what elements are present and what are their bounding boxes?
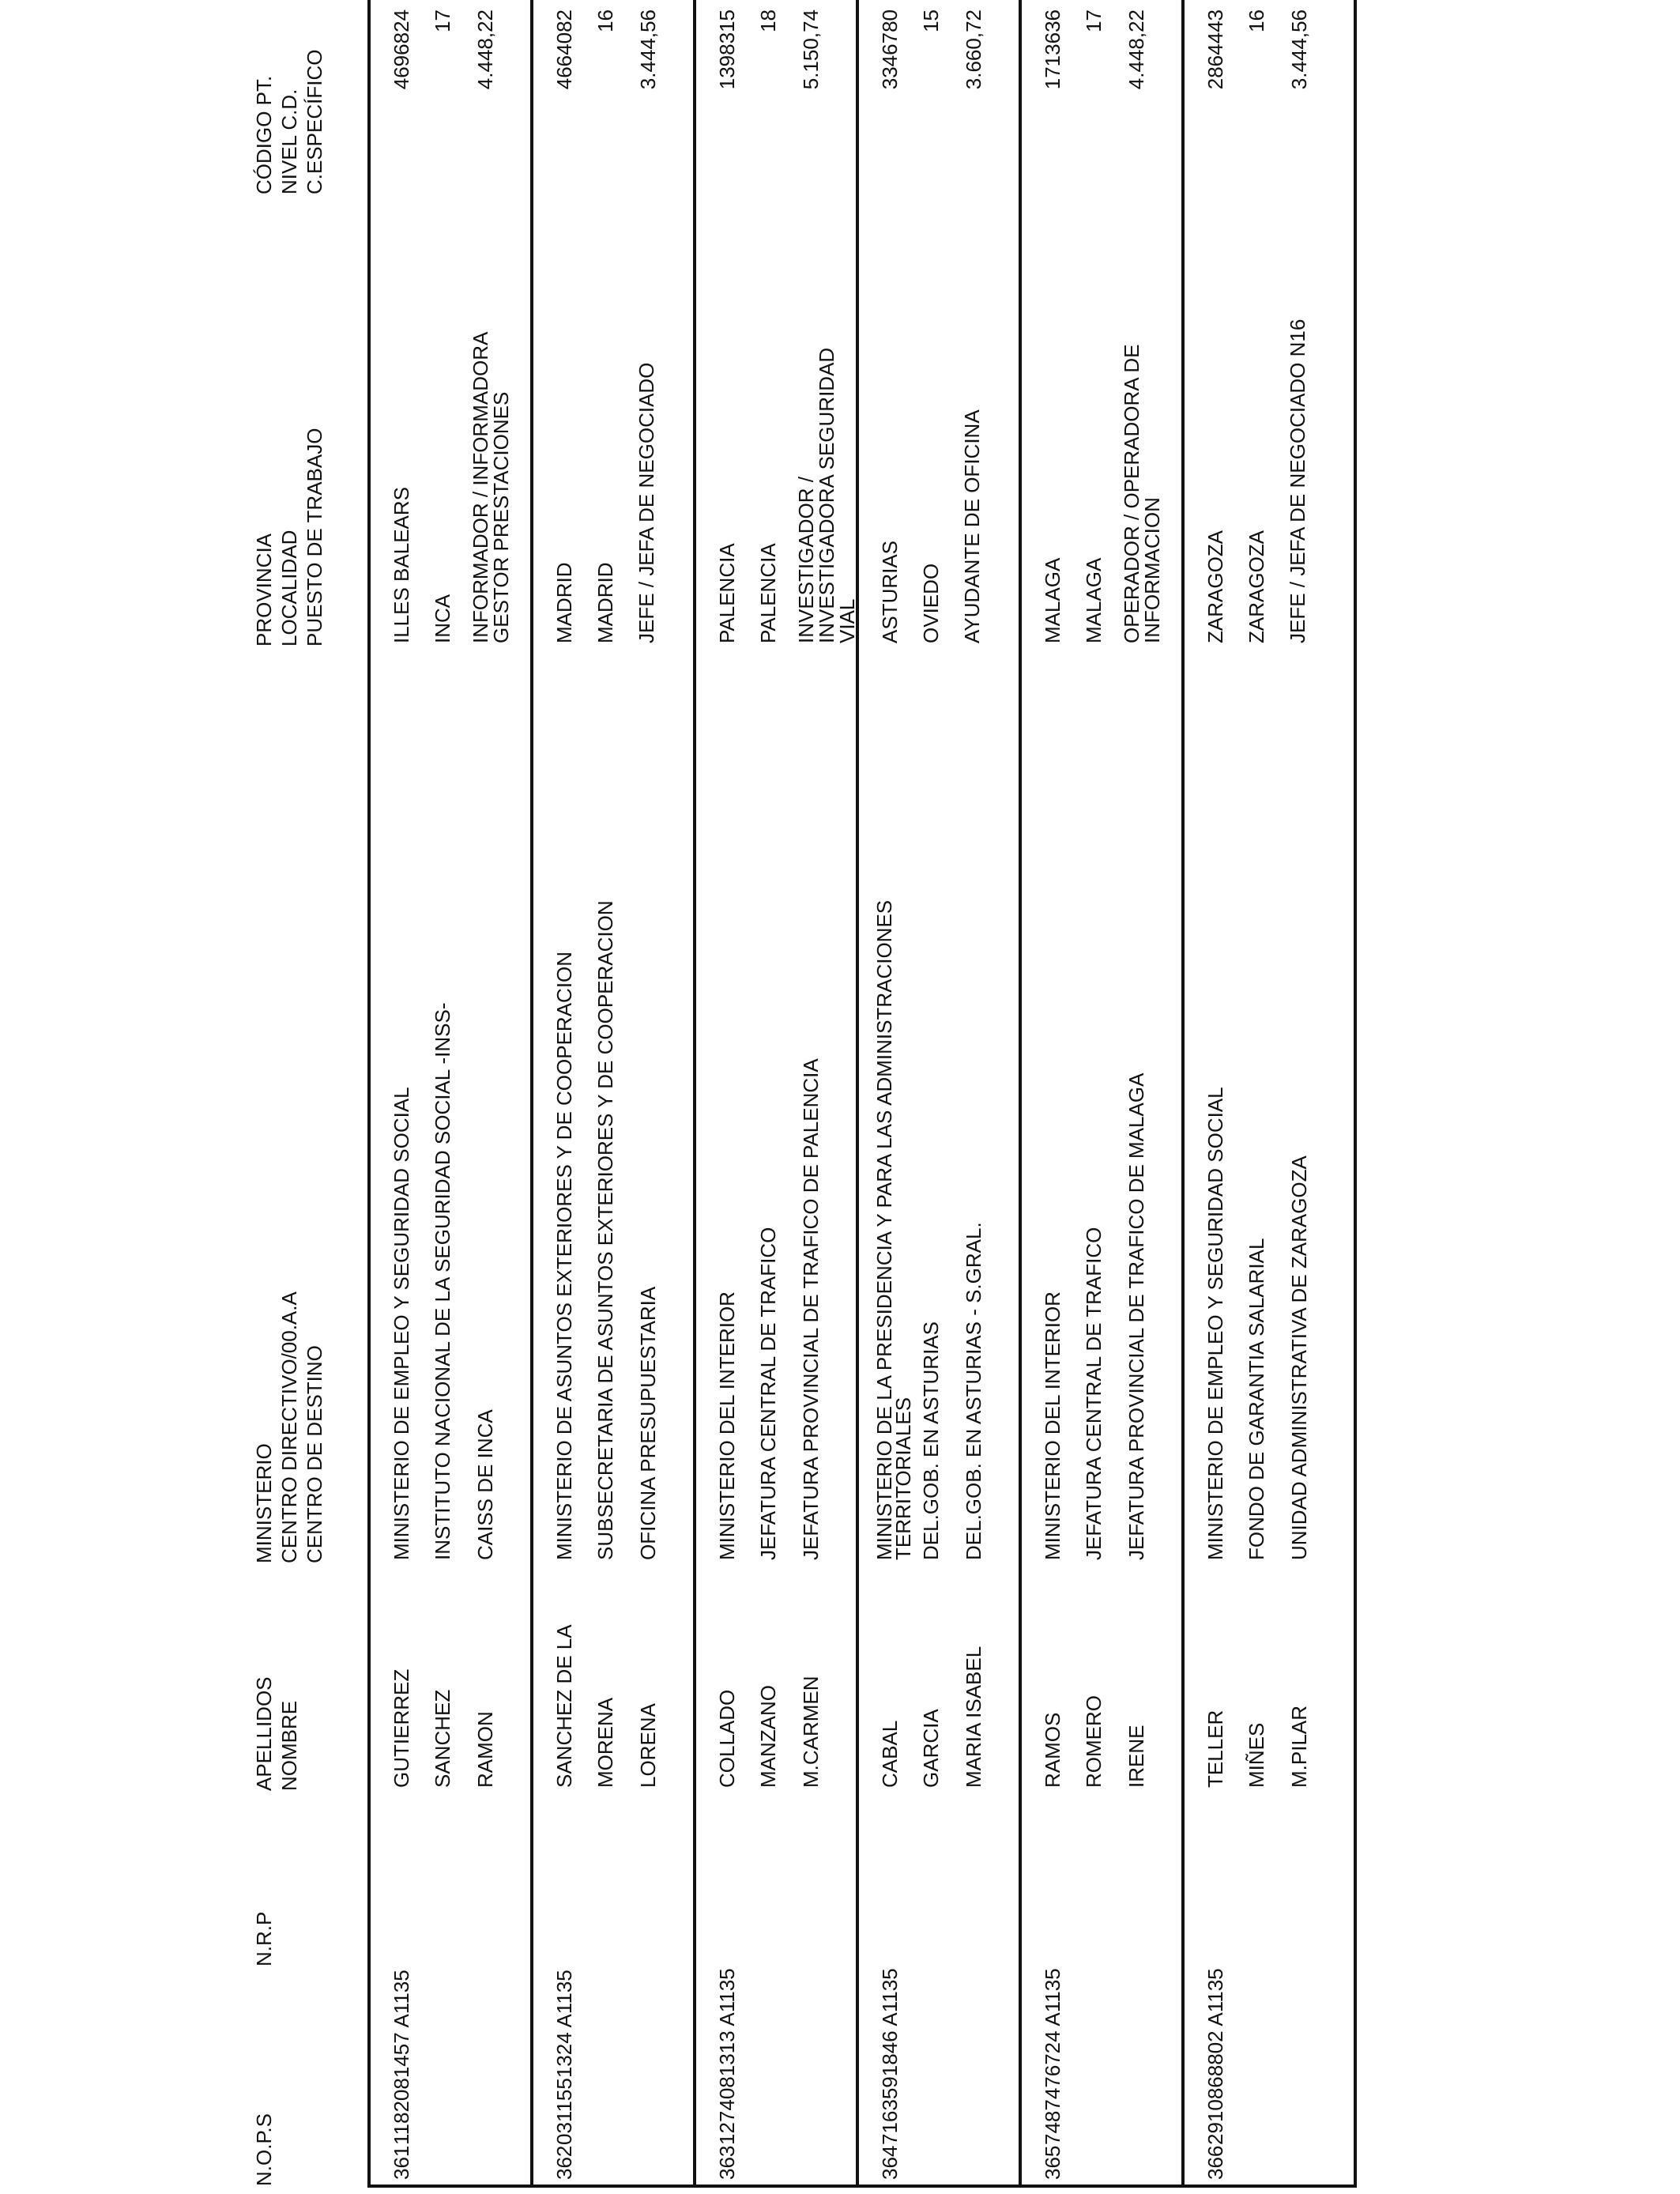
centro-directivo-cell: JEFATURA CENTRAL DE TRAFICO [1082,1227,1106,1560]
localidad-cell: MALAGA [1082,557,1106,643]
nops-cell: 365 [1041,2145,1064,2180]
centro-destino-cell: JEFATURA PROVINCIAL DE TRAFICO DE MALAGA [1124,1072,1148,1560]
centro-directivo-cell: FONDO DE GARANTIA SALARIAL [1245,1238,1268,1560]
nivel-cell: 16 [593,9,617,32]
codigo-cell: 1398315 [715,9,739,90]
codigo-cell: 4664082 [552,9,576,90]
table-row [371,0,533,2185]
provincia-cell: MADRID [552,562,576,643]
nombre-cell: LORENA [636,1703,660,1788]
ministerio-cell: MINISTERIO DE ASUNTOS EXTERIORES Y DE COOPERACION [552,951,576,1560]
header-nops [251,2113,277,2186]
especifico-cell: 3.444,56 [1287,9,1311,90]
especifico-cell: 4.448,22 [1124,9,1148,90]
nivel-cell: 16 [1245,9,1268,32]
puesto-cell: OPERADOR / OPERADORA DE INFORMACION [1120,344,1164,643]
nombre-cell: M.PILAR [1287,1705,1311,1788]
nops-cell: 361 [390,2145,413,2180]
centro-destino-cell: DEL.GOB. EN ASTURIAS - S.GRAL. [962,1222,985,1560]
header-provincia-label: PROVINCIA [252,533,276,647]
nops-cell: 364 [878,2145,902,2180]
apellido2-cell: ROMERO [1082,1695,1106,1788]
codigo-cell: 4696824 [390,9,413,90]
table-row [1022,0,1185,2185]
header-puesto-label: PUESTO DE TRABAJO [303,428,326,647]
centro-destino-cell: CAISS DE INCA [473,1409,497,1560]
apellido1-cell: CABAL [878,1720,902,1788]
ministerio-cell: MINISTERIO DEL INTERIOR [715,1291,739,1560]
especifico-cell: 4.448,22 [473,9,497,90]
header-nrp [251,1912,277,1966]
table-row [533,0,696,2185]
header-centro-directivo-label: CENTRO DIRECTIVO/00.A.A [277,1291,301,1563]
nombre-cell: MARIA ISABEL [962,1646,985,1788]
codigo-cell: 1713636 [1041,9,1064,90]
nrp-cell: 1274081313 A1135 [715,1968,739,2145]
centro-destino-cell: UNIDAD ADMINISTRATIVA DE ZARAGOZA [1287,1155,1311,1560]
header-localidad-label: LOCALIDAD [277,530,301,647]
table-row [859,0,1022,2185]
localidad-cell: ZARAGOZA [1245,530,1268,643]
centro-destino-cell: OFICINA PRESUPUESTARIA [636,1286,660,1560]
header-ministerio-label: MINISTERIO [252,1443,276,1563]
nops-cell: 362 [552,2145,576,2180]
ministerio-cell: MINISTERIO DE EMPLEO Y SEGURIDAD SOCIAL [1203,1087,1227,1560]
apellido1-cell: GUTIERREZ [390,1668,413,1788]
nivel-cell: 18 [756,9,780,32]
table-row [696,0,859,2185]
ministerio-cell: MINISTERIO DEL INTERIOR [1041,1291,1064,1560]
nrp-cell: 0311551324 A1135 [552,1970,576,2145]
localidad-cell: MADRID [593,562,617,643]
apellido2-cell: MORENA [593,1697,617,1788]
apellido1-cell: TELLER [1203,1710,1227,1788]
header-apellidos-nombre [251,1676,302,1791]
nombre-cell: IRENE [1124,1725,1148,1788]
localidad-cell: OVIEDO [919,563,943,643]
puesto-cell: AYUDANTE DE OFICINA [960,409,984,643]
nrp-cell: 1182081457 A1135 [390,1970,413,2145]
centro-destino-cell: JEFATURA PROVINCIAL DE TRAFICO DE PALENCIA [799,1058,823,1560]
centro-directivo-cell: DEL.GOB. EN ASTURIAS [919,1321,943,1560]
header-provincia-localidad-puesto [251,428,327,647]
apellido1-cell: SANCHEZ DE LA [552,1624,576,1788]
nrp-cell: 7163591846 A1135 [878,1968,902,2145]
codigo-cell: 2864443 [1203,9,1227,90]
ministerio-cell: MINISTERIO DE EMPLEO Y SEGURIDAD SOCIAL [390,1087,413,1560]
nrp-cell: 7487476724 A1135 [1041,1968,1064,2145]
nops-cell: 363 [715,2145,739,2180]
records-table [367,0,1357,2188]
puesto-cell: JEFE / JEFA DE NEGOCIADO [635,362,658,643]
header-apellidos-label: APELLIDOS [252,1676,276,1791]
nrp-cell: 2910868802 A1135 [1203,1968,1227,2145]
nombre-cell: RAMON [473,1711,497,1788]
nivel-cell: 17 [1082,9,1106,32]
header-nivel-label: NIVEL C.D. [277,89,301,194]
header-especifico-label: C.ESPECÍFICO [303,49,326,194]
apellido2-cell: SANCHEZ [431,1689,454,1788]
apellido2-cell: GARCIA [919,1709,943,1788]
puesto-cell: INFORMADOR / INFORMADORA GESTOR PRESTACIONES [469,333,513,643]
header-centro-destino-label: CENTRO DE DESTINO [303,1345,326,1563]
provincia-cell: ZARAGOZA [1203,530,1227,643]
localidad-cell: PALENCIA [756,543,780,643]
centro-directivo-cell: JEFATURA CENTRAL DE TRAFICO [756,1227,780,1560]
nivel-cell: 17 [431,9,454,32]
provincia-cell: ILLES BALEARS [390,487,413,643]
nops-cell: 366 [1203,2145,1227,2180]
nombre-cell: M.CARMEN [799,1676,823,1788]
provincia-cell: ASTURIAS [878,540,902,643]
apellido1-cell: RAMOS [1041,1712,1064,1788]
provincia-cell: MALAGA [1041,557,1064,643]
especifico-cell: 3.444,56 [636,9,660,90]
puesto-cell: INVESTIGADOR / INVESTIGADORA SEGURIDAD VIAL [794,347,859,643]
header-nops-label: N.O.P.S [252,2113,276,2186]
localidad-cell: INCA [431,594,454,643]
apellido2-cell: MANZANO [756,1685,780,1788]
header-ministerio-centros [251,1291,327,1563]
centro-directivo-cell: SUBSECRETARIA DE ASUNTOS EXTERIORES Y DE COOPERACION [593,900,617,1560]
centro-directivo-cell: INSTITUTO NACIONAL DE LA SEGURIDAD SOCIAL -INSS- [431,1002,454,1560]
codigo-cell: 3346780 [878,9,902,90]
especifico-cell: 3.660,72 [962,9,985,90]
header-nrp-label: N.R.P [252,1911,276,1966]
header-codigo-nivel-especifico [251,50,327,194]
ministerio-cell: MINISTERIO DE LA PRESIDENCIA Y PARA LAS ADMINISTRACIONES TERRITORIALES [872,899,915,1560]
header-nombre-label: NOMBRE [277,1700,301,1791]
apellido1-cell: COLLADO [715,1689,739,1788]
apellido2-cell: MIÑES [1245,1722,1268,1788]
especifico-cell: 5.150,74 [799,9,823,90]
table-row [1185,0,1354,2185]
puesto-cell: JEFE / JEFA DE NEGOCIADO N16 [1286,319,1309,643]
nivel-cell: 15 [919,9,943,32]
header-codigo-label: CÓDIGO PT. [252,75,276,194]
provincia-cell: PALENCIA [715,543,739,643]
